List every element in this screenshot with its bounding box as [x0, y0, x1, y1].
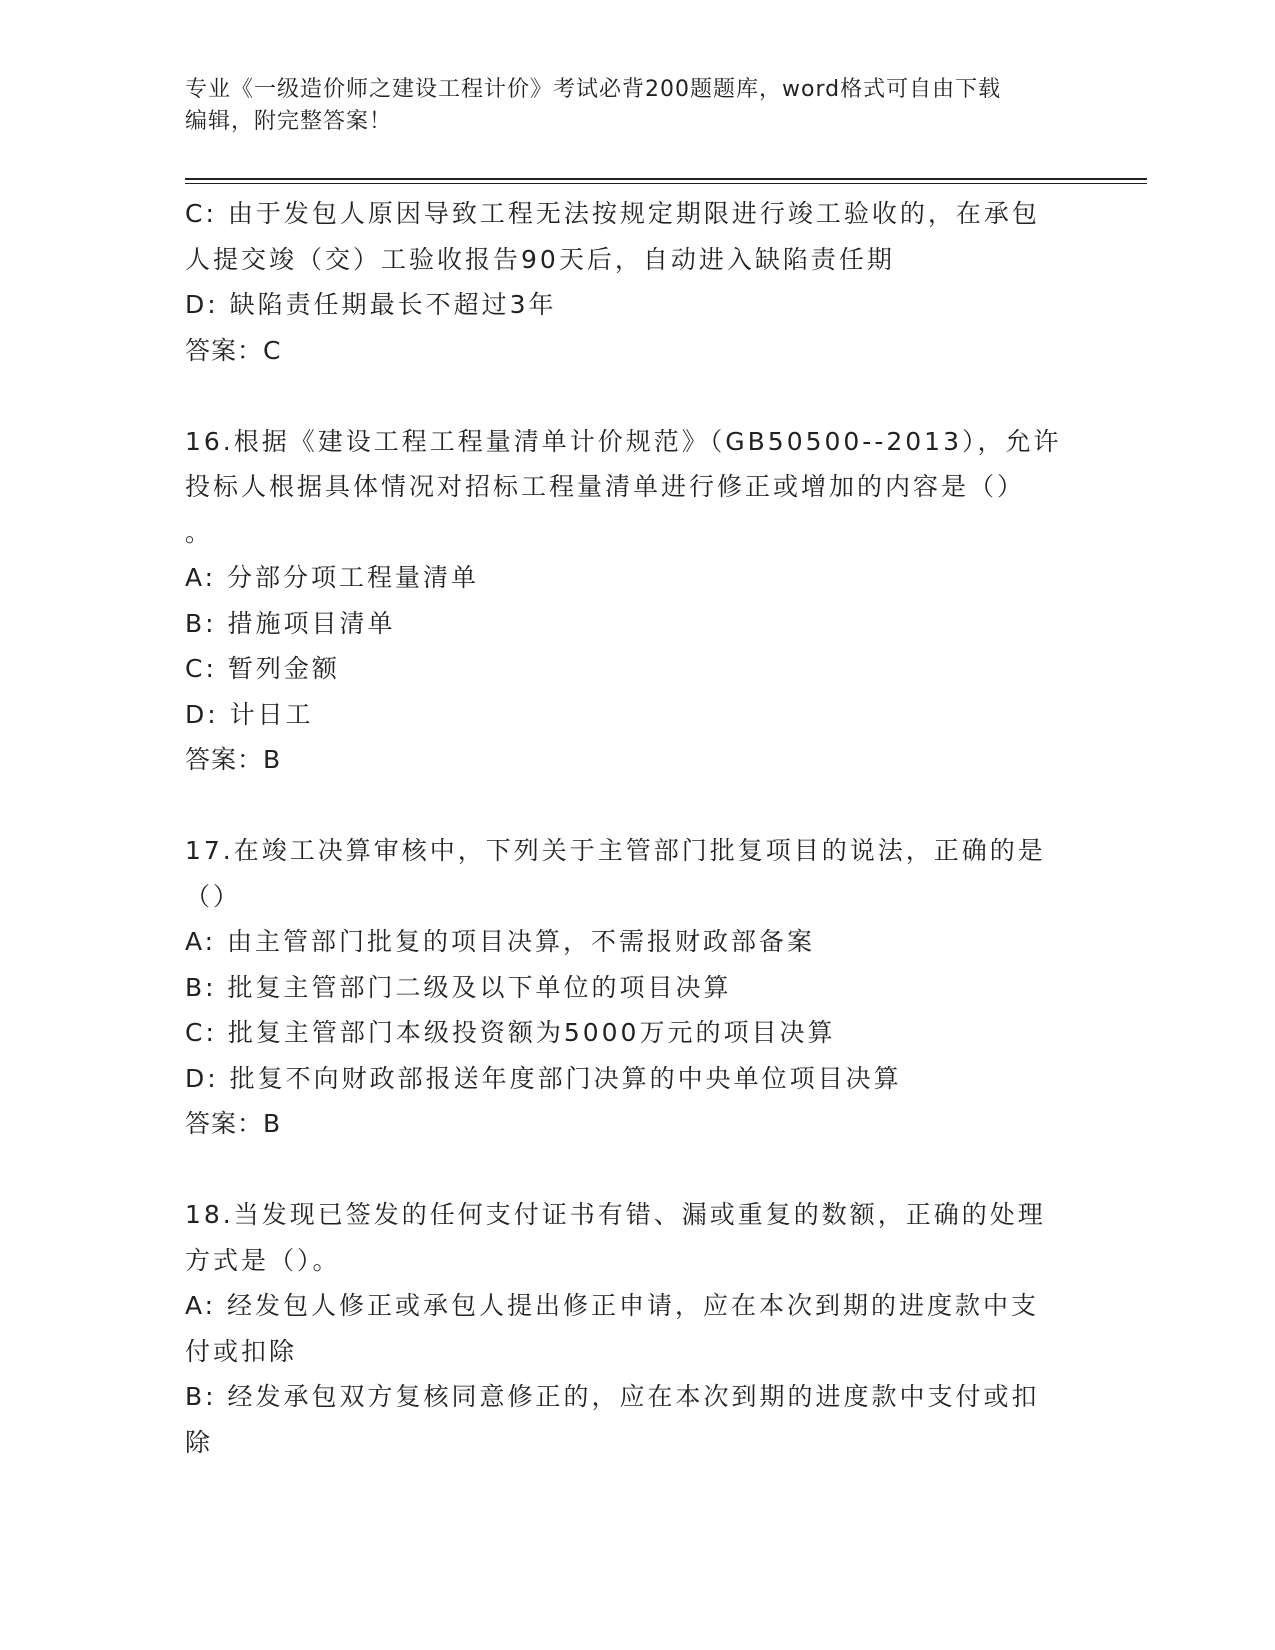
option-a: A: 经发包人修正或承包人提出修正申请，应在本次到期的进度款中支 — [185, 1291, 1040, 1320]
question-stem-continued: （） — [185, 881, 242, 911]
spacer — [185, 373, 1090, 419]
question-stem: 16.根据《建设工程工程量清单计价规范》（GB50500--2013），允许 — [185, 426, 1062, 456]
question-content — [185, 191, 1090, 1465]
question-16 — [185, 419, 1090, 783]
question-stem-continued: 方式是（）。 — [185, 1245, 341, 1275]
option-d: D: 批复不向财政部报送年度部门决算的中央单位项目决算 — [185, 1063, 902, 1093]
spacer — [185, 1147, 1090, 1193]
option-b: B: 批复主管部门二级及以下单位的项目决算 — [185, 972, 732, 1002]
question-stem-end: 。 — [185, 517, 214, 547]
answer: 答案：B — [185, 745, 282, 774]
option-c-continued: 人提交竣（交）工验收报告90天后，自动进入缺陷责任期 — [185, 244, 895, 274]
document-header — [185, 74, 1085, 138]
question-stem: 17.在竣工决算审核中，下列关于主管部门批复项目的说法，正确的是 — [185, 836, 1046, 865]
header-rule-thin — [185, 183, 1147, 184]
option-d: D: 计日工 — [185, 699, 314, 729]
option-d: D: 缺陷责任期最长不超过3年 — [185, 290, 557, 319]
option-a-continued: 付或扣除 — [185, 1336, 298, 1366]
header-line-2: 编辑，附完整答案！ — [185, 109, 393, 134]
option-a: A: 分部分项工程量清单 — [185, 563, 480, 592]
header-rule-thick — [185, 178, 1147, 180]
option-c: C: 暂列金额 — [185, 654, 340, 683]
option-b-continued: 除 — [185, 1427, 214, 1457]
answer: 答案：C — [185, 335, 282, 365]
option-b: B: 措施项目清单 — [185, 608, 396, 638]
prev-question — [185, 191, 1090, 373]
option-c: C: 批复主管部门本级投资额为5000万元的项目决算 — [185, 1018, 836, 1047]
answer: 答案：B — [185, 1109, 282, 1138]
option-b: B: 经发承包双方复核同意修正的，应在本次到期的进度款中支付或扣 — [185, 1382, 1040, 1411]
question-17 — [185, 828, 1090, 1147]
option-a: A: 由主管部门批复的项目决算，不需报财政部备案 — [185, 927, 816, 956]
question-stem: 18.当发现已签发的任何支付证书有错、漏或重复的数额，正确的处理 — [185, 1200, 1046, 1229]
question-stem-continued: 投标人根据具体情况对招标工程量清单进行修正或增加的内容是（） — [185, 472, 1026, 501]
option-c: C: 由于发包人原因导致工程无法按规定期限进行竣工验收的，在承包 — [185, 199, 1040, 228]
header-line-1: 专业《一级造价师之建设工程计价》考试必背200题题库，word格式可自由下载 — [185, 77, 1002, 102]
question-18 — [185, 1192, 1090, 1465]
spacer — [185, 783, 1090, 829]
